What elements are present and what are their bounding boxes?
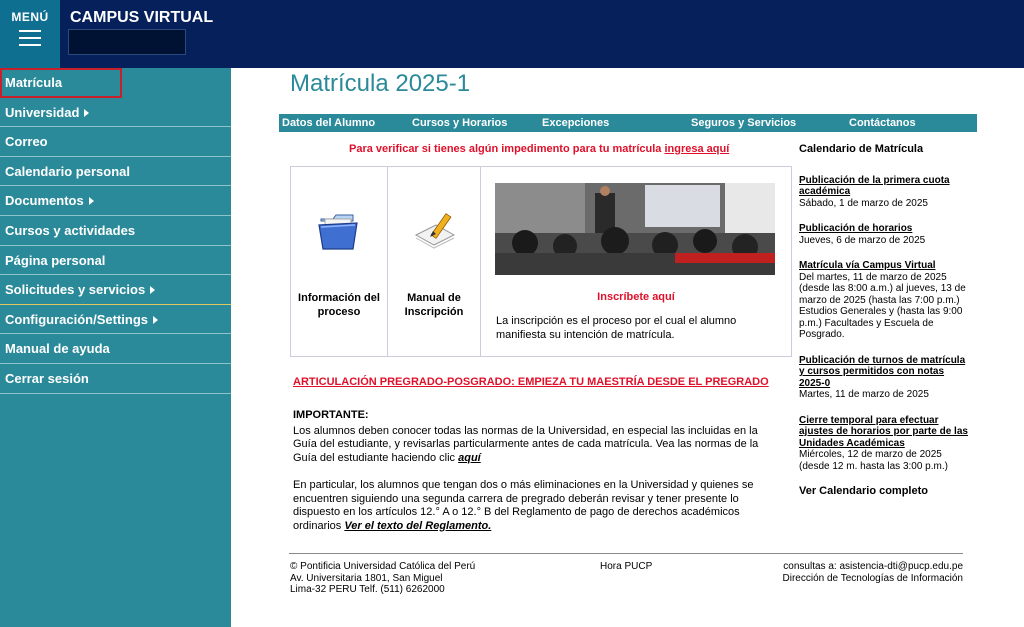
calendar-entry-text: Del martes, 11 de marzo de 2025 (desde las 8:00 a.m.) al jueves, 13 de marzo de 2025 (hasta las 7:00 p.m.) Estudios Generales y (hasta las 9:00 p.m.) Facultades y Escuela de Posgrado.: [799, 271, 966, 340]
calendar-entry-text: Jueves, 6 de marzo de 2025: [799, 234, 926, 246]
sidebar: [0, 68, 231, 627]
verify-text: Para verificar si tienes algún impedimento para tu matrícula: [349, 143, 665, 155]
sidebar-item-label: Solicitudes y servicios: [5, 282, 146, 298]
info-box: [290, 166, 792, 357]
page-title: Matrícula 2025-1: [290, 70, 471, 97]
footer-divider: [289, 553, 963, 554]
sidebar-item-solicitudes[interactable]: [0, 275, 231, 305]
sidebar-item-universidad[interactable]: [0, 98, 231, 128]
sidebar-item-manual[interactable]: [0, 334, 231, 364]
section-nav: [279, 114, 977, 132]
sidebar-item-correo[interactable]: [0, 127, 231, 157]
nav-contactanos[interactable]: Contáctanos: [849, 117, 916, 129]
sidebar-item-label: Cerrar sesión: [5, 370, 89, 386]
calendar-entry-heading[interactable]: Publicación de horarios: [799, 223, 913, 234]
main-content: [231, 68, 1024, 627]
caret-right-icon: [89, 197, 94, 205]
calendar-entry-heading[interactable]: Cierre temporal para efectuar ajustes de horarios por parte de las Unidades Académicas: [799, 414, 968, 449]
guia-aqui-link[interactable]: aquí: [458, 451, 481, 464]
caret-right-icon: [153, 316, 158, 324]
sidebar-item-label: Página personal: [5, 252, 106, 268]
inscribete-link[interactable]: Inscríbete aquí: [597, 291, 675, 303]
verify-impediment-line: [349, 143, 729, 155]
col2-label-line1: Manual de: [407, 292, 461, 304]
verify-link[interactable]: ingresa aquí: [664, 143, 730, 155]
enrollment-calendar: [799, 144, 971, 498]
sidebar-item-label: Manual de ayuda: [5, 341, 110, 357]
articulacion-link[interactable]: ARTICULACIÓN PREGRADO-POSGRADO: EMPIEZA TU MAESTRÍA DESDE EL PREGRADO: [293, 376, 769, 388]
nav-excepciones[interactable]: Excepciones: [542, 117, 610, 129]
nav-datos-alumno[interactable]: Datos del Alumno: [282, 117, 376, 129]
sidebar-item-label: Universidad: [5, 104, 80, 120]
inscription-description: La inscripción es el proceso por el cual el alumno manifiesta su intención de matrícula.: [496, 315, 737, 341]
footer-address: © Pontificia Universidad Católica del Perú Av. Universitaria 1801, San Miguel Lima-32 PERU Telf. (511) 6262000: [290, 561, 476, 595]
classroom-photo[interactable]: [495, 183, 775, 275]
calendar-entry-text: Miércoles, 12 de marzo de 2025 (desde 12 m. hasta las 3:00 p.m.): [799, 449, 948, 472]
col2-label-line2: Inscripción: [404, 306, 464, 318]
calendar-title: Calendario de Matrícula: [799, 143, 924, 155]
calendar-entry-text: Martes, 11 de marzo de 2025: [799, 389, 929, 400]
important-paragraph-2: En particular, los alumnos que tengan dos o más eliminaciones en la Universidad y quienes se encuentren siguiendo una segunda carrera de pregrado deberán revisar y tener presente lo dispuesto en los artículos 12.° A o 12.° B del Reglamento de pago de derechos académicos ordinarios Ver el texto del Reglamento.: [293, 479, 754, 532]
nav-cursos-horarios[interactable]: Cursos y Horarios: [412, 117, 508, 129]
calendar-entry: [799, 223, 971, 246]
footer-contact: consultas a: asistencia-dti@pucp.edu.pe Dirección de Tecnologías de Información: [782, 561, 963, 584]
calendar-entry-text: Sábado, 1 de marzo de 2025: [799, 197, 928, 209]
important-notice: [293, 409, 783, 533]
nav-seguros-servicios[interactable]: Seguros y Servicios: [691, 117, 797, 129]
sidebar-item-label: Cursos y actividades: [5, 222, 136, 238]
info-process-card[interactable]: [291, 167, 388, 356]
manual-card[interactable]: [388, 167, 481, 356]
calendar-entry-heading[interactable]: Matrícula vía Campus Virtual: [799, 260, 936, 271]
calendar-entry: [799, 415, 971, 473]
inscription-card: [481, 167, 791, 356]
sidebar-item-label: Calendario personal: [5, 163, 130, 179]
sidebar-item-documentos[interactable]: [0, 186, 231, 216]
top-header: [0, 0, 1024, 68]
important-paragraph-1: Los alumnos deben conocer todas las normas de la Universidad, en especial las incluidas en la Guía del estudiante, y revisarlas particularmente antes de cada matrícula. Vea las normas de la Guía del estudiante haciendo clic aquí: [293, 424, 759, 464]
caret-right-icon: [84, 109, 89, 117]
hamburger-icon: [19, 30, 41, 51]
col1-label-line1: Información del: [298, 292, 380, 304]
sidebar-item-configuracion[interactable]: [0, 305, 231, 335]
footer-hora-pucp: Hora PUCP: [600, 561, 653, 572]
sidebar-item-cerrar-sesion[interactable]: [0, 364, 231, 394]
menu-label: MENÚ: [11, 10, 49, 24]
sidebar-item-calendario[interactable]: [0, 157, 231, 187]
calendar-entry-heading[interactable]: Publicación de la primera cuota académica: [799, 174, 950, 197]
user-name-box: [68, 29, 186, 55]
reglamento-link[interactable]: Ver el texto del Reglamento.: [344, 519, 492, 532]
menu-button[interactable]: [0, 0, 60, 68]
site-title: CAMPUS VIRTUAL: [70, 9, 214, 26]
calendar-entry: [799, 260, 971, 341]
col1-label-line2: proceso: [317, 306, 361, 318]
calendar-entry: [799, 355, 971, 401]
calendar-entry-heading[interactable]: Publicación de turnos de matrícula y cursos permitidos con notas 2025-0: [799, 354, 966, 389]
sidebar-item-label: Correo: [5, 134, 48, 150]
sidebar-item-matricula[interactable]: [0, 68, 122, 98]
sidebar-item-label: Matrícula: [5, 75, 63, 90]
sidebar-item-cursos[interactable]: [0, 216, 231, 246]
caret-right-icon: [150, 286, 155, 294]
folder-icon: [317, 209, 363, 253]
important-title: IMPORTANTE:: [293, 409, 369, 421]
calendar-entry: [799, 175, 971, 210]
pencil-paper-icon: [412, 209, 458, 253]
full-calendar-link[interactable]: Ver Calendario completo: [799, 485, 928, 497]
sidebar-item-label: Configuración/Settings: [5, 311, 148, 327]
sidebar-item-pagina-personal[interactable]: [0, 246, 231, 276]
sidebar-item-label: Documentos: [5, 193, 84, 209]
